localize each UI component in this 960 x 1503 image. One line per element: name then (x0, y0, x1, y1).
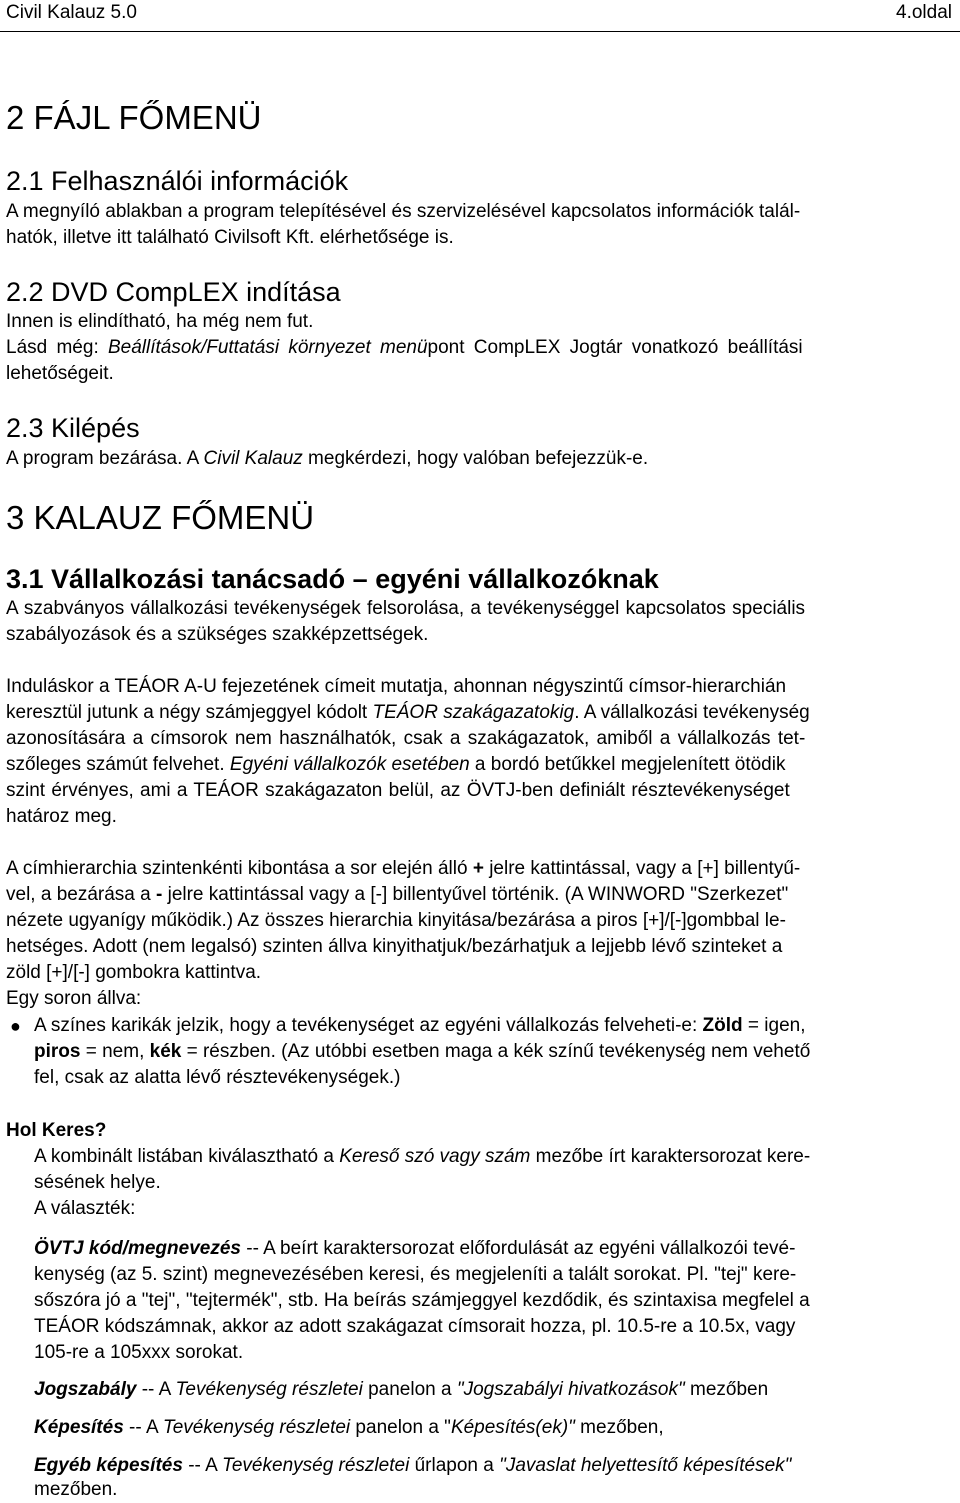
section-2-3-line-1: A program bezárása. A Civil Kalauz megkérdezi, hogy valóban befejezzük-e. (6, 448, 649, 469)
kepesites-line: Képesítés -- A Tevékenység részletei panelon a "Képesítés(ek)" mezőben, (34, 1417, 664, 1438)
hol-keres-line-1: A kombinált listában kiválasztható a Kereső szó vagy szám mezőbe írt karaktersorozat kere- (34, 1146, 811, 1167)
para-3-line-2: vel, a bezárása a - jelre kattintással vagy a [-] billentyűvel történik. (A WINWORD "Szerkezet" (6, 884, 789, 905)
section-2-2-heading: 2.2 DVD CompLEX indítása (6, 277, 341, 307)
section-2-1-heading: 2.1 Felhasználói információk (6, 166, 349, 196)
section-2-3-heading: 2.3 Kilépés (6, 413, 140, 443)
para-2-line-3: azonosítására a címsorok nem használhatók, csak a szakágazatok, amiből a vállalkozás tet- (6, 728, 806, 749)
ovtj-line-1: ÖVTJ kód/megnevezés -- A beírt karaktersorozat előfordulását az egyéni vállalkozói tevé- (34, 1238, 796, 1259)
section-2-1-line-1: A megnyíló ablakban a program telepítésével és szervizelésével kapcsolatos információk talál- (6, 201, 801, 222)
bullet-line-1: A színes karikák jelzik, hogy a tevékenységet az egyéni vállalkozás felveheti-e: Zöld = igen, (34, 1015, 806, 1036)
para-2-line-5: szint érvényes, ami a TEÁOR szakágazaton belül, az ÖVTJ-ben definiált résztevékenységet (6, 780, 790, 801)
header-title: Civil Kalauz 5.0 (6, 2, 137, 23)
para-3-line-3: nézete ugyanígy működik.) Az összes hierarchia kinyitása/bezárása a piros [+]/[-]gombbal le- (6, 910, 786, 931)
para-2-line-4: szőleges számút felvehet. Egyéni vállalkozók esetében a bordó betűkkel megjelenített ötödik (6, 754, 786, 775)
egyeb-kepesites-line-2: mezőben. (34, 1479, 118, 1500)
para-3-line-4: hetséges. Adott (nem legalsó) szinten állva kinyithatjuk/bezárhatjuk a lejjebb lévő szinteket a (6, 936, 783, 957)
para-1-line-1: A szabványos vállalkozási tevékenységek felsorolása, a tevékenységgel kapcsolatos speciális (6, 598, 806, 619)
ovtj-line-4: TEÁOR kódszámnak, akkor az adott szakágazat címsorait hozza, pl. 10.5-re a 10.5x, vagy (34, 1316, 796, 1337)
section-2-heading: 2 FÁJL FŐMENÜ (6, 99, 262, 136)
header-page-number: 4.oldal (896, 2, 952, 23)
section-2-1-line-2: hatók, illetve itt található Civilsoft Kft. elérhetősége is. (6, 227, 454, 248)
para-2-line-6: határoz meg. (6, 806, 117, 827)
bullet-icon: ● (10, 1016, 21, 1036)
hol-keres-line-2: sésének helye. (34, 1172, 161, 1193)
ovtj-line-2: kenység (az 5. szint) megnevezésében keresi, és megjeleníti a talált sorokat. Pl. "tej" kere- (34, 1264, 797, 1285)
ovtj-line-3: sőszóra jó a "tej", "tejtermék", stb. Ha beírás számjeggyel kezdődik, és szintaxisa megfelel a (34, 1290, 810, 1311)
para-3-line-5: zöld [+]/[-] gombokra kattintva. (6, 962, 262, 983)
section-3-heading: 3 KALAUZ FŐMENÜ (6, 499, 315, 536)
para-3-line-1: A címhierarchia szintenkénti kibontása a sor elején álló + jelre kattintással, vagy a [+] billentyű- (6, 858, 801, 879)
bullet-line-3: fel, csak az alatta lévő résztevékenységek.) (34, 1067, 401, 1088)
para-3-line-6: Egy soron állva: (6, 988, 142, 1009)
section-2-2-line-1: Innen is elindítható, ha még nem fut. (6, 311, 314, 332)
jogszabaly-line: Jogszabály -- A Tevékenység részletei panelon a "Jogszabályi hivatkozások" mezőben (34, 1379, 769, 1400)
bullet-line-2: piros = nem, kék = részben. (Az utóbbi esetben maga a kék színű tevékenység nem vehető (34, 1041, 811, 1062)
para-1-line-2: szabályozások és a szükséges szakképzettségek. (6, 624, 429, 645)
section-2-2-line-3: lehetőségeit. (6, 363, 114, 384)
header-rule (0, 31, 960, 32)
section-2-2-line-2: Lásd még: Beállítások/Futtatási környezet menüpont CompLEX Jogtár vonatkozó beállítási (6, 337, 803, 358)
ovtj-line-5: 105-re a 105xxx sorokat. (34, 1342, 244, 1363)
para-2-line-1: Induláskor a TEÁOR A-U fejezetének címeit mutatja, ahonnan négyszintű címsor-hierarchián (6, 676, 787, 697)
egyeb-kepesites-line-1: Egyéb képesítés -- A Tevékenység részletei űrlapon a "Javaslat helyettesítő képesítések" (34, 1455, 792, 1476)
hol-keres-line-3: A választék: (34, 1198, 136, 1219)
hol-keres-heading: Hol Keres? (6, 1120, 107, 1141)
section-3-1-heading: 3.1 Vállalkozási tanácsadó – egyéni vállalkozóknak (6, 564, 659, 594)
para-2-line-2: keresztül jutunk a négy számjeggyel kódolt TEÁOR szakágazatokig. A vállalkozási tevékenység (6, 702, 810, 723)
